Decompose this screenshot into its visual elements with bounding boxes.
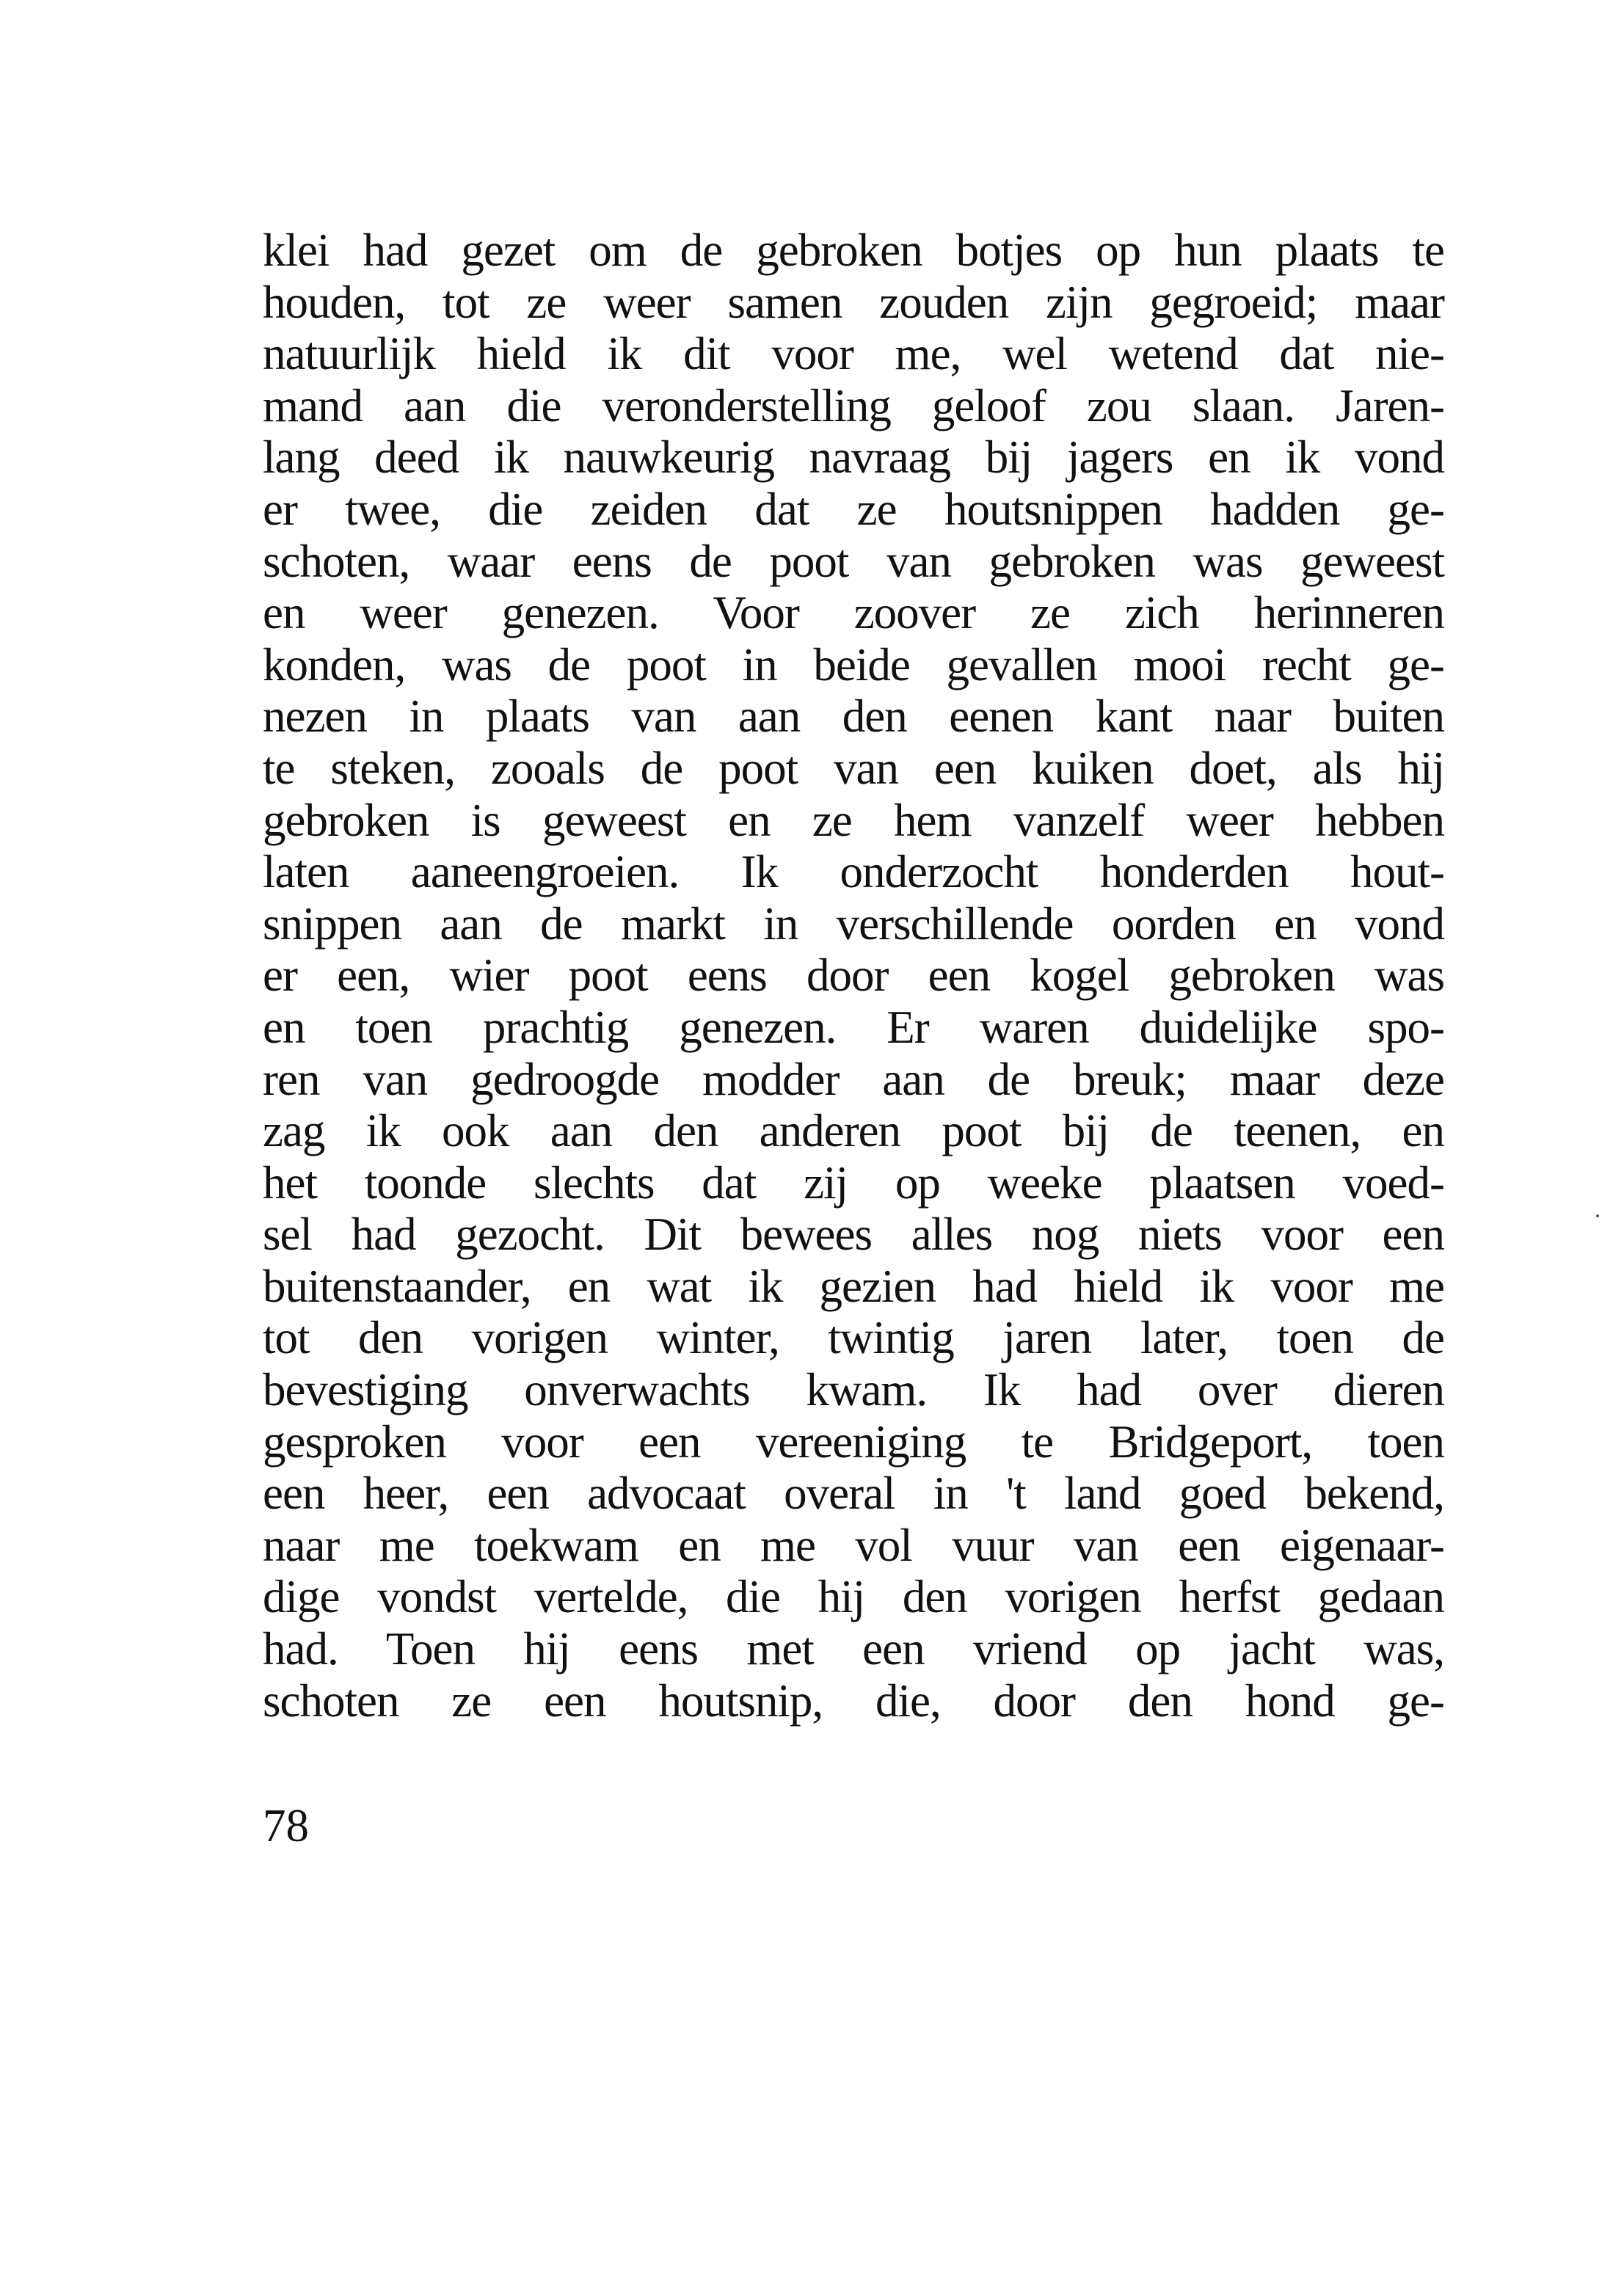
text-line: klei had gezet om de gebroken botjes op hun plaats te [263,225,1444,276]
text-line: mand aan die veronderstelling geloof zou slaan. Jaren- [263,379,1444,431]
text-line: schoten ze een houtsnip, die, door den hond ge- [263,1674,1444,1727]
text-line: dige vondst vertelde, die hij den vorigen herfst gedaan [263,1571,1444,1623]
text-line: er een, wier poot eens door een kogel gebroken was [263,950,1444,1002]
text-line: bevestiging onverwachts kwam. Ik had over dieren [263,1364,1444,1416]
text-line: en weer genezen. Voor zoover ze zich herinneren [263,587,1444,639]
text-line: houden, tot ze weer samen zouden zijn gegroeid; maar [263,276,1444,328]
text-line: natuurlijk hield ik dit voor me, wel wetend dat nie- [263,328,1444,380]
text-line: een heer, een advocaat overal in 't land goed bekend, [263,1468,1444,1520]
text-line: snippen aan de markt in verschillende oorden en vond [263,897,1444,950]
text-line: te steken, zooals de poot van een kuiken doet, als hij [263,742,1444,794]
text-line: sel had gezocht. Dit bewees alles nog niets voor een [263,1209,1444,1261]
text-line: gebroken is geweest en ze hem vanzelf weer hebben [263,794,1444,846]
text-line: schoten, waar eens de poot van gebroken was geweest [263,535,1444,587]
text-line: zag ik ook aan den anderen poot bij de teenen, en [263,1105,1444,1157]
text-line: tot den vorigen winter, twintig jaren later, toen de [263,1312,1444,1364]
text-line: lang deed ik nauwkeurig navraag bij jagers en ik vond [263,431,1444,484]
text-line: naar me toekwam en me vol vuur van een eigenaar- [263,1519,1444,1571]
text-line: had. Toen hij eens met een vriend op jacht was, [263,1623,1444,1675]
page-number: 78 [263,1800,309,1851]
text-line: ren van gedroogde modder aan de breuk; maar deze [263,1053,1444,1105]
text-line: en toen prachtig genezen. Er waren duidelijke spo- [263,1001,1444,1053]
text-line: nezen in plaats van aan den eenen kant naar buiten [263,690,1444,743]
text-line: gesproken voor een vereeniging te Bridgeport, toen [263,1415,1444,1468]
text-line: konden, was de poot in beide gevallen mooi recht ge- [263,638,1444,690]
text-line: het toonde slechts dat zij op weeke plaatsen voed- [263,1156,1444,1209]
text-line: laten aaneengroeien. Ik onderzocht honderden hout- [263,846,1444,898]
body-text [263,225,1444,1727]
text-line: buitenstaander, en wat ik gezien had hield ik voor me [263,1260,1444,1312]
scan-speck [1596,1214,1599,1217]
text-line: er twee, die zeiden dat ze houtsnippen hadden ge- [263,483,1444,535]
